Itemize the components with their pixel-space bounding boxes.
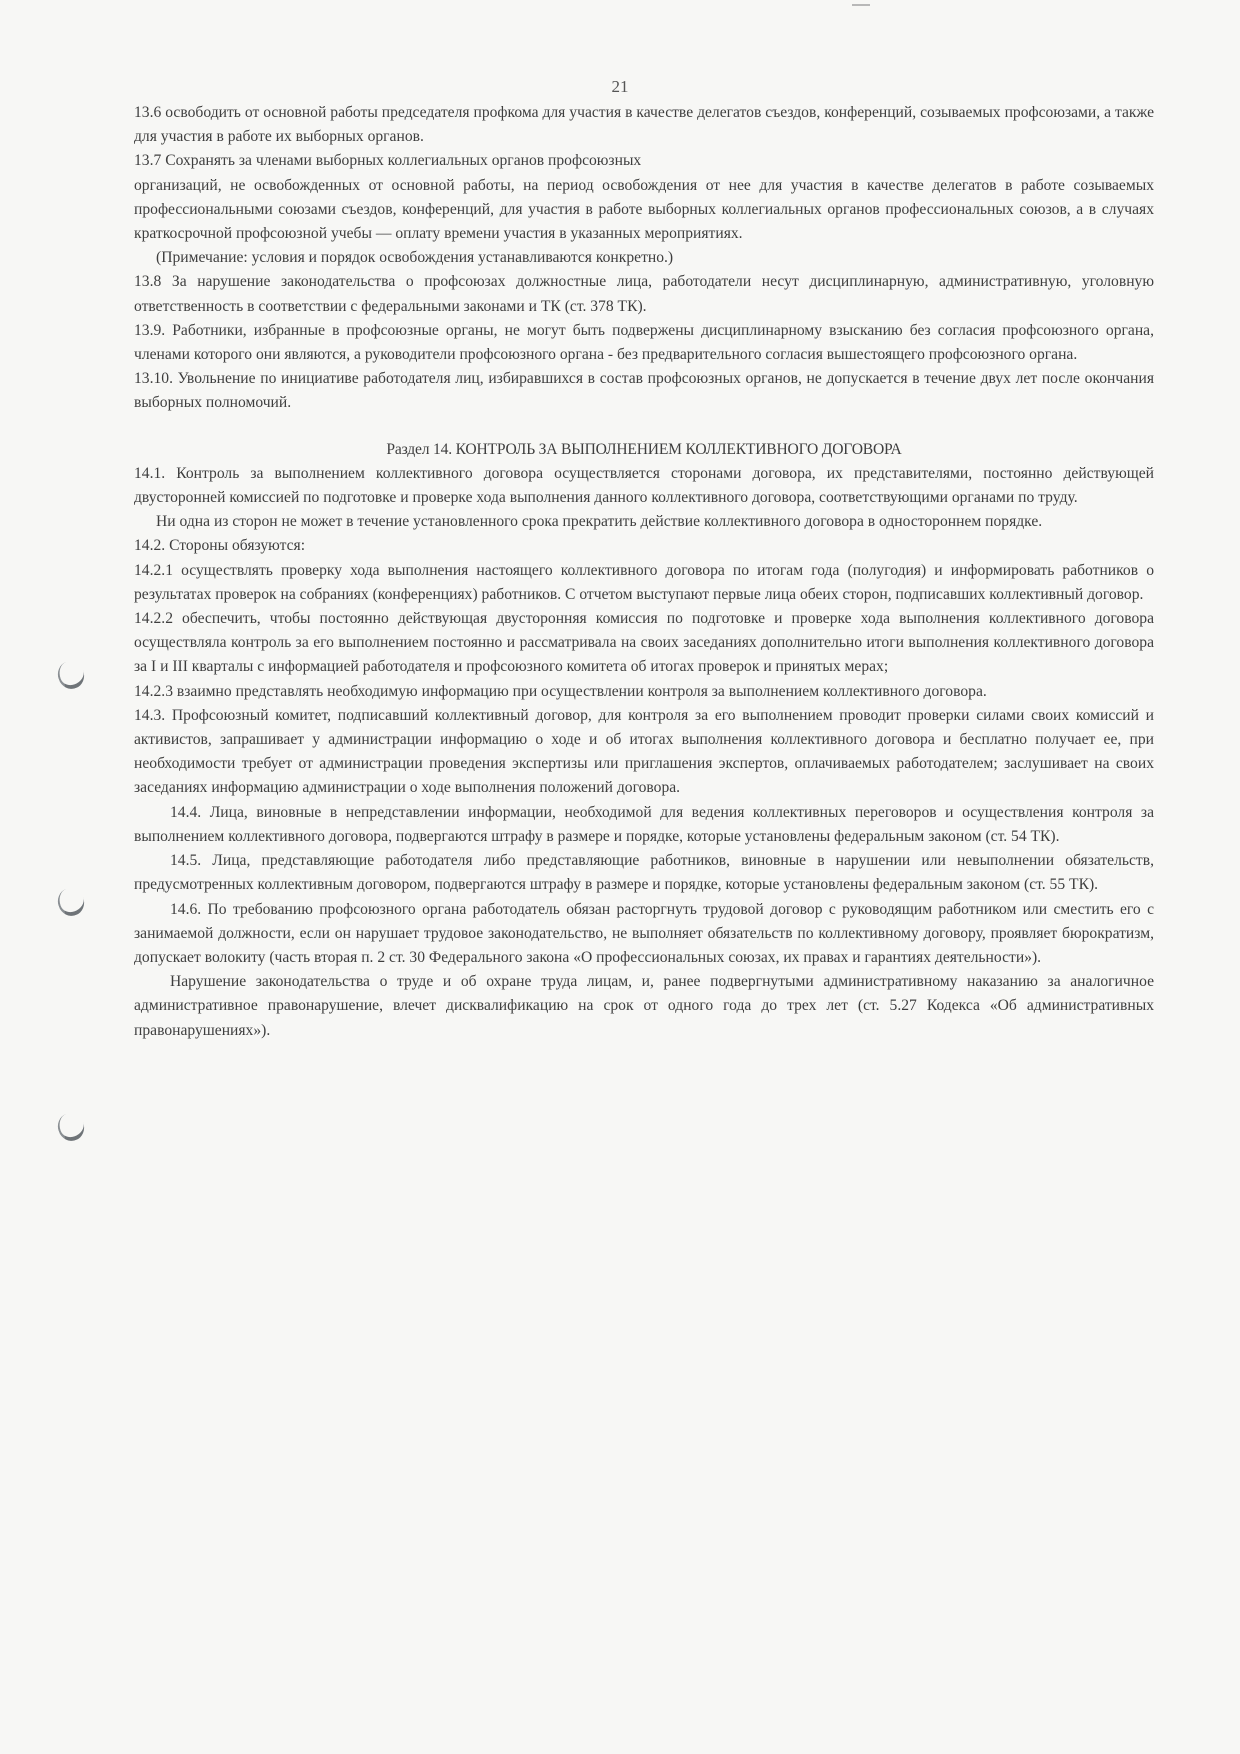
paragraph: 14.2.3 взаимно представлять необходимую информацию при осуществлении контроля за выполнением коллективного договора. [134, 682, 987, 700]
paragraph: 13.7 Сохранять за членами выборных коллегиальных органов профсоюзных [134, 152, 642, 170]
paragraph: 14.2.2 обеспечить, чтобы постоянно действующая двусторонняя комиссия по подготовке и проверке хода выполнения коллективного договора осуществляла контроль за его выполнением постоянно и рассматривала на своих заседаниях дополнительно итоги выполнения коллективного договора за I и III кварталы с информацией работодателя и профсоюзного комитета об итогах проверок и принятых мерах; [134, 610, 1154, 676]
paragraph: Нарушение законодательства о труде и об охране труда лицам, и, ранее подвергнутыми административному наказанию за аналогичное административное правонарушение, влечет дисквалификацию на срок от одного года до трех лет (ст. 5.27 Кодекса «Об административных правонарушениях»). [134, 973, 1154, 1039]
paragraph: 13.10. Увольнение по инициативе работодателя лиц, избиравшихся в состав профсоюзных органов, не допускается в течение двух лет после окончания выборных полномочий. [134, 370, 1154, 412]
paragraph: 14.3. Профсоюзный комитет, подписавший коллективный договор, для контроля за его выполнением проводит проверки силами своих комиссий и активистов, запрашивает у администрации информацию о ходе и об итогах выполнения коллективного договора и бесплатно получает ее, при необходимости требует от администрации проведения экспертизы или приглашения экспертов, оплачиваемых работодателем; заслушивает на своих заседаниях информацию администрации о ходе выполнения положений договора. [134, 706, 1154, 797]
paragraph: 13.8 За нарушение законодательства о профсоюзах должностные лица, работодатели несут дисциплинарную, административную, уголовную ответственность в соответствии с федеральными законами и ТК (ст. 378 ТК). [134, 273, 1154, 315]
section-14-title: Раздел 14. КОНТРОЛЬ ЗА ВЫПОЛНЕНИЕМ КОЛЛЕКТИВНОГО ДОГОВОРА [386, 440, 902, 458]
section-13-tail [134, 101, 1154, 416]
paragraph: 13.6 освободить от основной работы председателя профкома для участия в качестве делегатов съездов, конференций, созываемых профсоюзами, а также для участия в работе их выборных органов. [134, 104, 1154, 146]
punch-hole-1 [54, 657, 88, 692]
paragraph: 14.6. По требованию профсоюзного органа работодатель обязан расторгнуть трудовой договор с руководящим работником или сместить его с занимаемой должности, если он нарушает трудовое законодательство, не выполняет обязательств по коллективному договору, проявляет бюрократизм, допускает волокиту (часть вторая п. 2 ст. 30 Федерального закона «О профессиональных союзах, их правах и гарантиях деятельности»). [134, 900, 1154, 966]
punch-hole-3 [54, 1109, 88, 1144]
page-number: 21 [611, 77, 629, 96]
paragraph: 14.1. Контроль за выполнением коллективного договора осуществляется сторонами договора, их представителями, постоянно действующей двусторонней комиссией по подготовке и проверке хода выполнения данного коллективного договора, соответствующими органами по труду. [134, 464, 1154, 507]
section-14-body [134, 462, 1154, 1043]
document-body [134, 101, 1154, 1043]
paragraph: 14.2. Стороны обязуются: [134, 537, 306, 555]
paragraph: организаций, не освобожденных от основной работы, на период освобождения от нее для участия в качестве делегатов в работе созываемых профессиональными союзами съездов, конференций, для участия в работе выборных коллегиальных органов профессиональных союзов, а в случаях краткосрочной профсоюзной учебы — оплату времени участия в указанных мероприятиях. [134, 176, 1154, 243]
paragraph: 14.5. Лица, представляющие работодателя либо представляющие работников, виновные в нарушении или невыполнении обязательств, предусмотренных коллективным договором, подвергаются штрафу в размере и порядке, которые установлены федеральным законом (ст. 55 ТК). [134, 852, 1154, 894]
paragraph: (Примечание: условия и порядок освобождения устанавливаются конкретно.) [156, 249, 674, 267]
paragraph: 13.9. Работники, избранные в профсоюзные органы, не могут быть подвержены дисциплинарному взысканию без согласия профсоюзного органа, членами которого они являются, а руководители профсоюзного органа - без предварительного согласия вышестоящего профсоюзного органа. [134, 321, 1154, 364]
punch-hole-2 [54, 884, 88, 919]
paragraph: Ни одна из сторон не может в течение установленного срока прекратить действие коллективного договора в одностороннем порядке. [156, 513, 1043, 531]
paragraph: 14.4. Лица, виновные в непредставлении информации, необходимой для ведения коллективных переговоров и осуществления контроля за выполнением коллективного договора, подвергаются штрафу в размере и порядке, которые установлены федеральным законом (ст. 54 ТК). [134, 803, 1154, 845]
paragraph: 14.2.1 осуществлять проверку хода выполнения настоящего коллективного договора по итогам года (полугодия) и информировать работников о результатах проверок на собраниях (конференциях) работников. С отчетом выступают первые лица обеих сторон, подписавших коллективный договор. [134, 561, 1154, 603]
scan-mark [852, 4, 870, 6]
